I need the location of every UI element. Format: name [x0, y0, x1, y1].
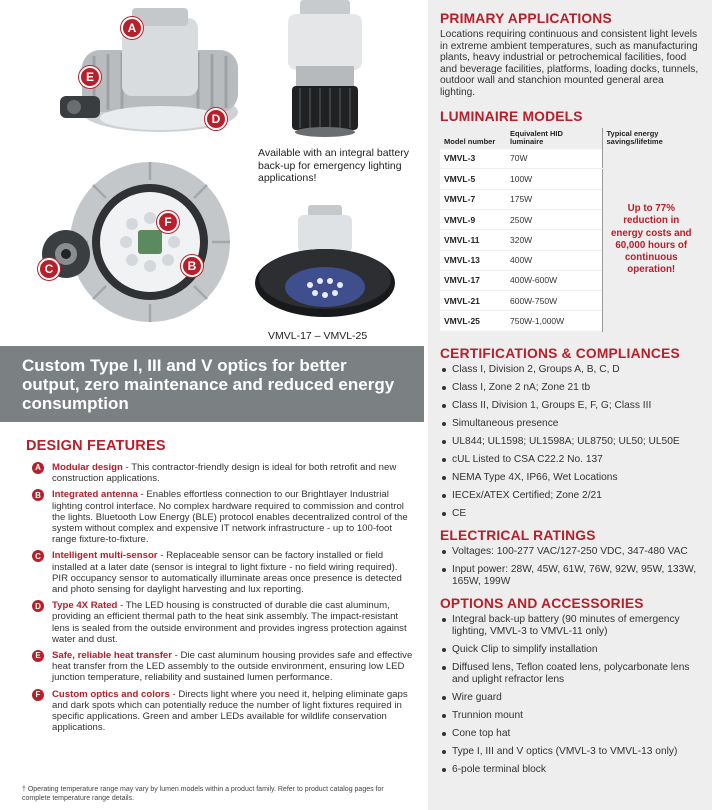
equivalent-cell: 750W-1,000W: [506, 311, 602, 331]
list-item: Type I, III and V optics (VMVL-3 to VMVL-13 only): [440, 746, 700, 758]
list-item: Diffused lens, Teflon coated lens, polycarbonate lens and uplight refractor lens: [440, 662, 700, 686]
product-photos: [0, 0, 424, 345]
callout-badge-f: F: [157, 211, 179, 233]
model-cell: VMVL-13: [440, 250, 506, 270]
design-features: [26, 438, 416, 738]
table-header-equivalent: Equivalent HID luminaire: [510, 128, 563, 146]
list-item: Input power: 28W, 45W, 61W, 76W, 92W, 95W, 133W, 165W, 199W: [440, 564, 700, 588]
vmvl-caption: VMVL-17 – VMVL-25: [268, 330, 368, 342]
feature-title: Integrated antenna: [52, 489, 138, 501]
feature-badge: E: [32, 650, 44, 662]
list-item: CE: [440, 508, 700, 520]
primary-applications-text: Locations requiring continuous and consistent light levels in extreme ambient temperatures, such as manufacturing plants, heavy industrial or petrochemical facilities, food and beverage facilities, platforms, loading docks, tunnels, outdoor wall and stanchion mounted general area lighting.: [440, 29, 699, 98]
luminaire-models-title: LUMINAIRE MODELS: [440, 108, 583, 124]
list-item: Class II, Division 1, Groups E, F, G; Class III: [440, 400, 700, 412]
feature-text: - Directs light where you need it, helping eliminate gaps and dark spots which can potentially reduce the number of light fixtures required in specific applications. Green and amber LEDs available for wildlife conservation applications.: [52, 688, 408, 734]
feature-item: [26, 600, 416, 645]
list-item: Trunnion mount: [440, 710, 700, 722]
luminaire-models-table: [440, 128, 700, 332]
feature-text: - Die cast aluminum housing provides safe and effective heat transfer from the LED assembly to the outside environment, ensuring low LED junction temperature, reliability and sustained lumen performance.: [52, 650, 413, 684]
battery-fixture-photo: [270, 0, 380, 140]
list-item: UL844; UL1598; UL1598A; UL8750; UL50; UL50E: [440, 436, 700, 448]
electrical-list: [440, 546, 700, 588]
feature-title: Type 4X Rated: [52, 600, 118, 612]
model-cell: VMVL-21: [440, 291, 506, 311]
feature-title: Safe, reliable heat transfer: [52, 650, 172, 662]
feature-item: [26, 650, 416, 684]
list-item: 6-pole terminal block: [440, 764, 700, 776]
feature-badge: D: [32, 600, 44, 612]
callout-badge-d: D: [205, 108, 227, 130]
optics-banner: Custom Type I, III and V optics for better output, zero maintenance and reduced energy consumption: [0, 346, 424, 422]
feature-title: Custom optics and colors: [52, 688, 170, 700]
feature-text: - This contractor-friendly design is ideal for both retrofit and new construction applications.: [52, 462, 397, 485]
list-item: NEMA Type 4X, IP66, Wet Locations: [440, 472, 700, 484]
list-item: Wire guard: [440, 692, 700, 704]
fixture-front-photo: [40, 150, 240, 330]
equivalent-cell: 100W: [506, 169, 602, 189]
list-item: cUL Listed to CSA C22.2 No. 137: [440, 454, 700, 466]
temperature-footnote: † Operating temperature range may vary by lumen models within a product family. Refer to product catalog pages for complete temperature range details.: [22, 786, 384, 802]
equivalent-cell: 600W-750W: [506, 291, 602, 311]
equivalent-cell: 400W: [506, 250, 602, 270]
equivalent-cell: 70W: [506, 149, 602, 169]
feature-badge: A: [32, 462, 44, 474]
certifications-title: CERTIFICATIONS & COMPLIANCES: [440, 345, 680, 361]
design-features-title: DESIGN FEATURES: [26, 438, 166, 454]
savings-note: Up to 77% reduction in energy costs and 60,000 hours of continuous operation!: [602, 149, 700, 332]
list-item: Integral back-up battery (90 minutes of emergency lighting, VMVL-3 to VMVL-11 only): [440, 614, 700, 638]
feature-text: - Replaceable sensor can be factory installed or field installed at a later date (sensor is integral to light fixture - no field wiring required). PIR occupancy sensor to automatically illuminate areas once presence is detected and photo sensing for daylight harvesting and lux reporting.: [52, 550, 402, 596]
model-cell: VMVL-3: [440, 149, 506, 169]
feature-item: [26, 489, 416, 545]
feature-title: Intelligent multi-sensor: [52, 550, 158, 562]
equivalent-cell: 175W: [506, 189, 602, 209]
model-cell: VMVL-17: [440, 270, 506, 290]
feature-badge: C: [32, 550, 44, 562]
table-header-savings: Typical energy savings/lifetime: [602, 128, 700, 149]
callout-badge-c: C: [38, 258, 60, 280]
list-item: Voltages: 100-277 VAC/127-250 VDC, 347-480 VAC: [440, 546, 700, 558]
model-cell: VMVL-7: [440, 189, 506, 209]
list-item: Simultaneous presence: [440, 418, 700, 430]
highbay-fixture-photo: [250, 205, 400, 325]
feature-item: [26, 689, 416, 734]
model-cell: VMVL-25: [440, 311, 506, 331]
feature-item: [26, 550, 416, 595]
feature-text: - Enables effortless connection to our Brightlayer Industrial lighting control interface. No complex hardware required to commission and control the lights. Bluetooth Low Energy (BLE) protocol enables decentralized control of the system without complex and expensive IT network infrastructure - up to 100-foot range fixture-to-fixture.: [52, 489, 408, 546]
certifications-list: [440, 364, 700, 520]
equivalent-cell: 400W-600W: [506, 270, 602, 290]
options-list: [440, 614, 700, 776]
model-cell: VMVL-11: [440, 230, 506, 250]
callout-badge-a: A: [121, 17, 143, 39]
feature-item: [26, 462, 416, 484]
specs-panel: [428, 0, 712, 810]
list-item: IECEx/ATEX Certified; Zone 2/21: [440, 490, 700, 502]
equivalent-cell: 250W: [506, 209, 602, 229]
feature-text: - The LED housing is constructed of durable die cast aluminum, providing an efficient thermal path to the heat sink assembly. The impact-resistant lens is sealed from the outside environment and provides ingress protection against water and dust.: [52, 600, 407, 645]
list-item: Class I, Division 2, Groups A, B, C, D: [440, 364, 700, 376]
model-cell: VMVL-9: [440, 209, 506, 229]
feature-badge: F: [32, 689, 44, 701]
callout-badge-e: E: [79, 66, 101, 88]
list-item: Cone top hat: [440, 728, 700, 740]
options-title: OPTIONS AND ACCESSORIES: [440, 595, 644, 611]
model-cell: VMVL-5: [440, 169, 506, 189]
callout-badge-b: B: [181, 255, 203, 277]
table-header-model: Model number: [444, 136, 496, 146]
feature-badge: B: [32, 489, 44, 501]
feature-title: Modular design: [52, 462, 123, 473]
electrical-ratings-title: ELECTRICAL RATINGS: [440, 527, 596, 543]
table-row: [440, 149, 700, 169]
primary-applications-title: PRIMARY APPLICATIONS: [440, 11, 612, 26]
equivalent-cell: 320W: [506, 230, 602, 250]
battery-note: Available with an integral battery back-up for emergency lighting applications!: [258, 147, 409, 184]
list-item: Quick Clip to simplify installation: [440, 644, 700, 656]
list-item: Class I, Zone 2 nA; Zone 21 tb: [440, 382, 700, 394]
